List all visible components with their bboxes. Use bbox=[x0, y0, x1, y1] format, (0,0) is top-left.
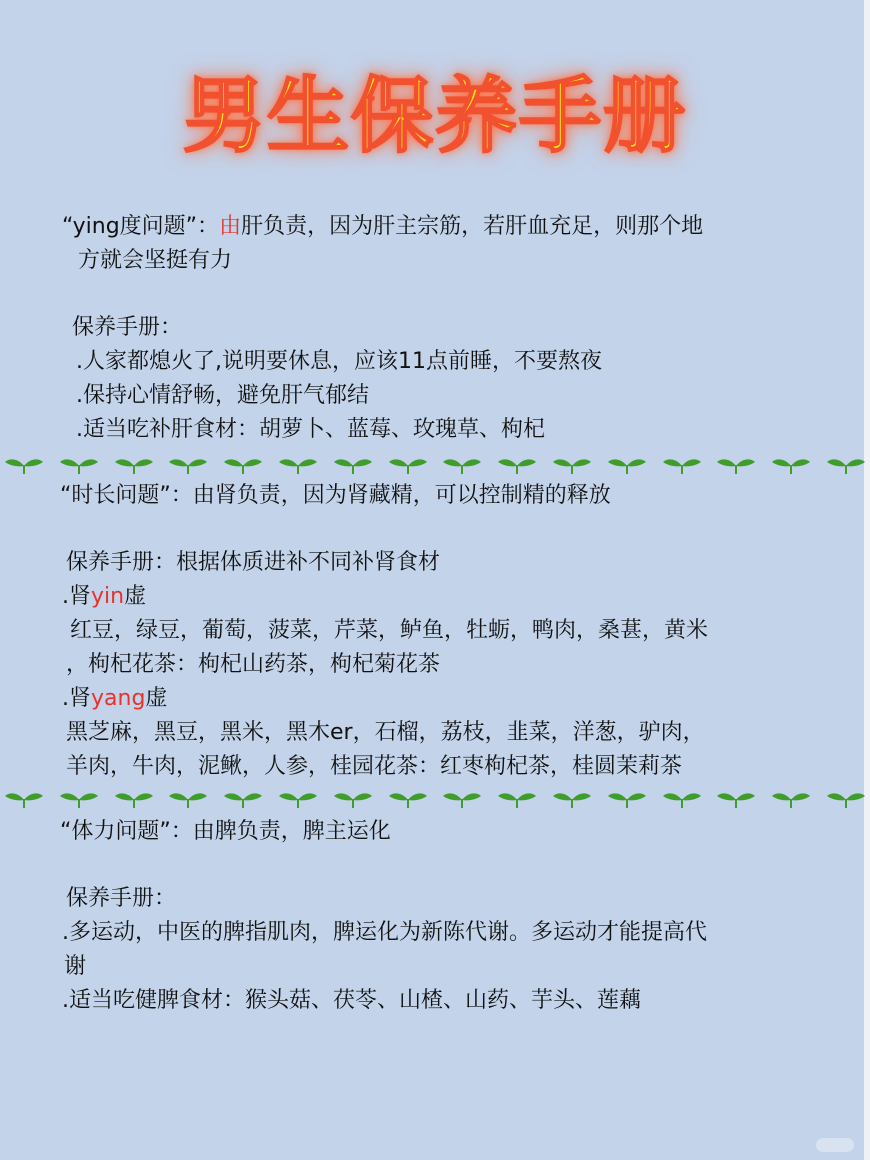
list-item: .人家都熄火了,说明要休息，应该11点前睡，不要熬夜 bbox=[76, 349, 602, 374]
section-duration-intro: “时长问题”：由肾负责，因为肾藏精，可以控制精的释放 bbox=[60, 483, 611, 508]
sprout-icon bbox=[223, 786, 263, 810]
sprout-icon bbox=[771, 452, 811, 476]
sprout-icon bbox=[662, 452, 702, 476]
sprout-icon bbox=[826, 786, 866, 810]
sprout-icon bbox=[716, 786, 756, 810]
section-hardness-intro-cont: 方就会坚挺有力 bbox=[78, 248, 233, 273]
food-list: ，枸杞花茶：枸杞山药茶，枸杞菊花茶 bbox=[66, 652, 441, 677]
sprout-icon bbox=[552, 786, 592, 810]
sprout-icon bbox=[552, 452, 592, 476]
highlight-text: yang bbox=[91, 686, 146, 711]
section-stamina-intro: “体力问题”：由脾负责，脾主运化 bbox=[60, 819, 391, 844]
sprout-icon bbox=[607, 452, 647, 476]
sprout-icon bbox=[168, 786, 208, 810]
watermark bbox=[816, 1138, 854, 1152]
list-item: .适当吃健脾食材：猴头菇、茯苓、山楂、山药、芋头、莲藕 bbox=[62, 988, 641, 1013]
sprout-icon bbox=[388, 786, 428, 810]
sprout-icon bbox=[114, 786, 154, 810]
sprout-divider bbox=[0, 786, 870, 810]
section-duration-heading: 保养手册：根据体质进补不同补肾食材 bbox=[66, 550, 441, 575]
sprout-icon bbox=[388, 452, 428, 476]
highlight-text: 由 bbox=[219, 214, 242, 239]
page-edge bbox=[864, 0, 870, 1160]
section-hardness-heading: 保养手册： bbox=[72, 315, 183, 340]
food-list: 黑芝麻，黑豆，黑米，黑木er，石榴，荔枝，韭菜，洋葱，驴肉， bbox=[66, 720, 705, 745]
list-item-cont: 谢 bbox=[64, 954, 87, 979]
list-item: .多运动，中医的脾指肌肉，脾运化为新陈代谢。多运动才能提高代 bbox=[62, 920, 707, 945]
sprout-icon bbox=[771, 786, 811, 810]
subheading-yang: .肾yang虚 bbox=[62, 686, 168, 711]
sprout-icon bbox=[278, 452, 318, 476]
sprout-icon bbox=[497, 452, 537, 476]
list-item: .保持心情舒畅，避免肝气郁结 bbox=[76, 383, 369, 408]
subheading-yin: .肾yin虚 bbox=[62, 584, 147, 609]
sprout-icon bbox=[497, 786, 537, 810]
sprout-icon bbox=[826, 452, 866, 476]
sprout-icon bbox=[59, 786, 99, 810]
sprout-icon bbox=[333, 786, 373, 810]
sprout-icon bbox=[333, 452, 373, 476]
page-title: 男生保养手册 bbox=[182, 69, 687, 164]
sprout-icon bbox=[4, 452, 44, 476]
sprout-icon bbox=[662, 786, 702, 810]
sprout-icon bbox=[4, 786, 44, 810]
sprout-icon bbox=[223, 452, 263, 476]
section-stamina-heading: 保养手册： bbox=[66, 886, 177, 911]
highlight-text: yin bbox=[91, 584, 125, 609]
sprout-divider bbox=[0, 452, 870, 476]
sprout-icon bbox=[442, 786, 482, 810]
sprout-icon bbox=[607, 786, 647, 810]
food-list: 红豆，绿豆，葡萄，菠菜，芹菜，鲈鱼，牡蛎，鸭肉，桑葚，黄米 bbox=[70, 618, 709, 643]
sprout-icon bbox=[278, 786, 318, 810]
food-list: 羊肉，牛肉，泥鳅，人参，桂园花茶：红枣枸杞茶，桂圆茉莉茶 bbox=[66, 754, 683, 779]
list-item: .适当吃补肝食材：胡萝卜、蓝莓、玫瑰草、枸杞 bbox=[76, 417, 545, 442]
sprout-icon bbox=[716, 452, 756, 476]
sprout-icon bbox=[168, 452, 208, 476]
section-hardness-intro: “ying度问题”：由肝负责，因为肝主宗筋，若肝血充足，则那个地 bbox=[62, 214, 704, 239]
sprout-icon bbox=[442, 452, 482, 476]
sprout-icon bbox=[114, 452, 154, 476]
sprout-icon bbox=[59, 452, 99, 476]
